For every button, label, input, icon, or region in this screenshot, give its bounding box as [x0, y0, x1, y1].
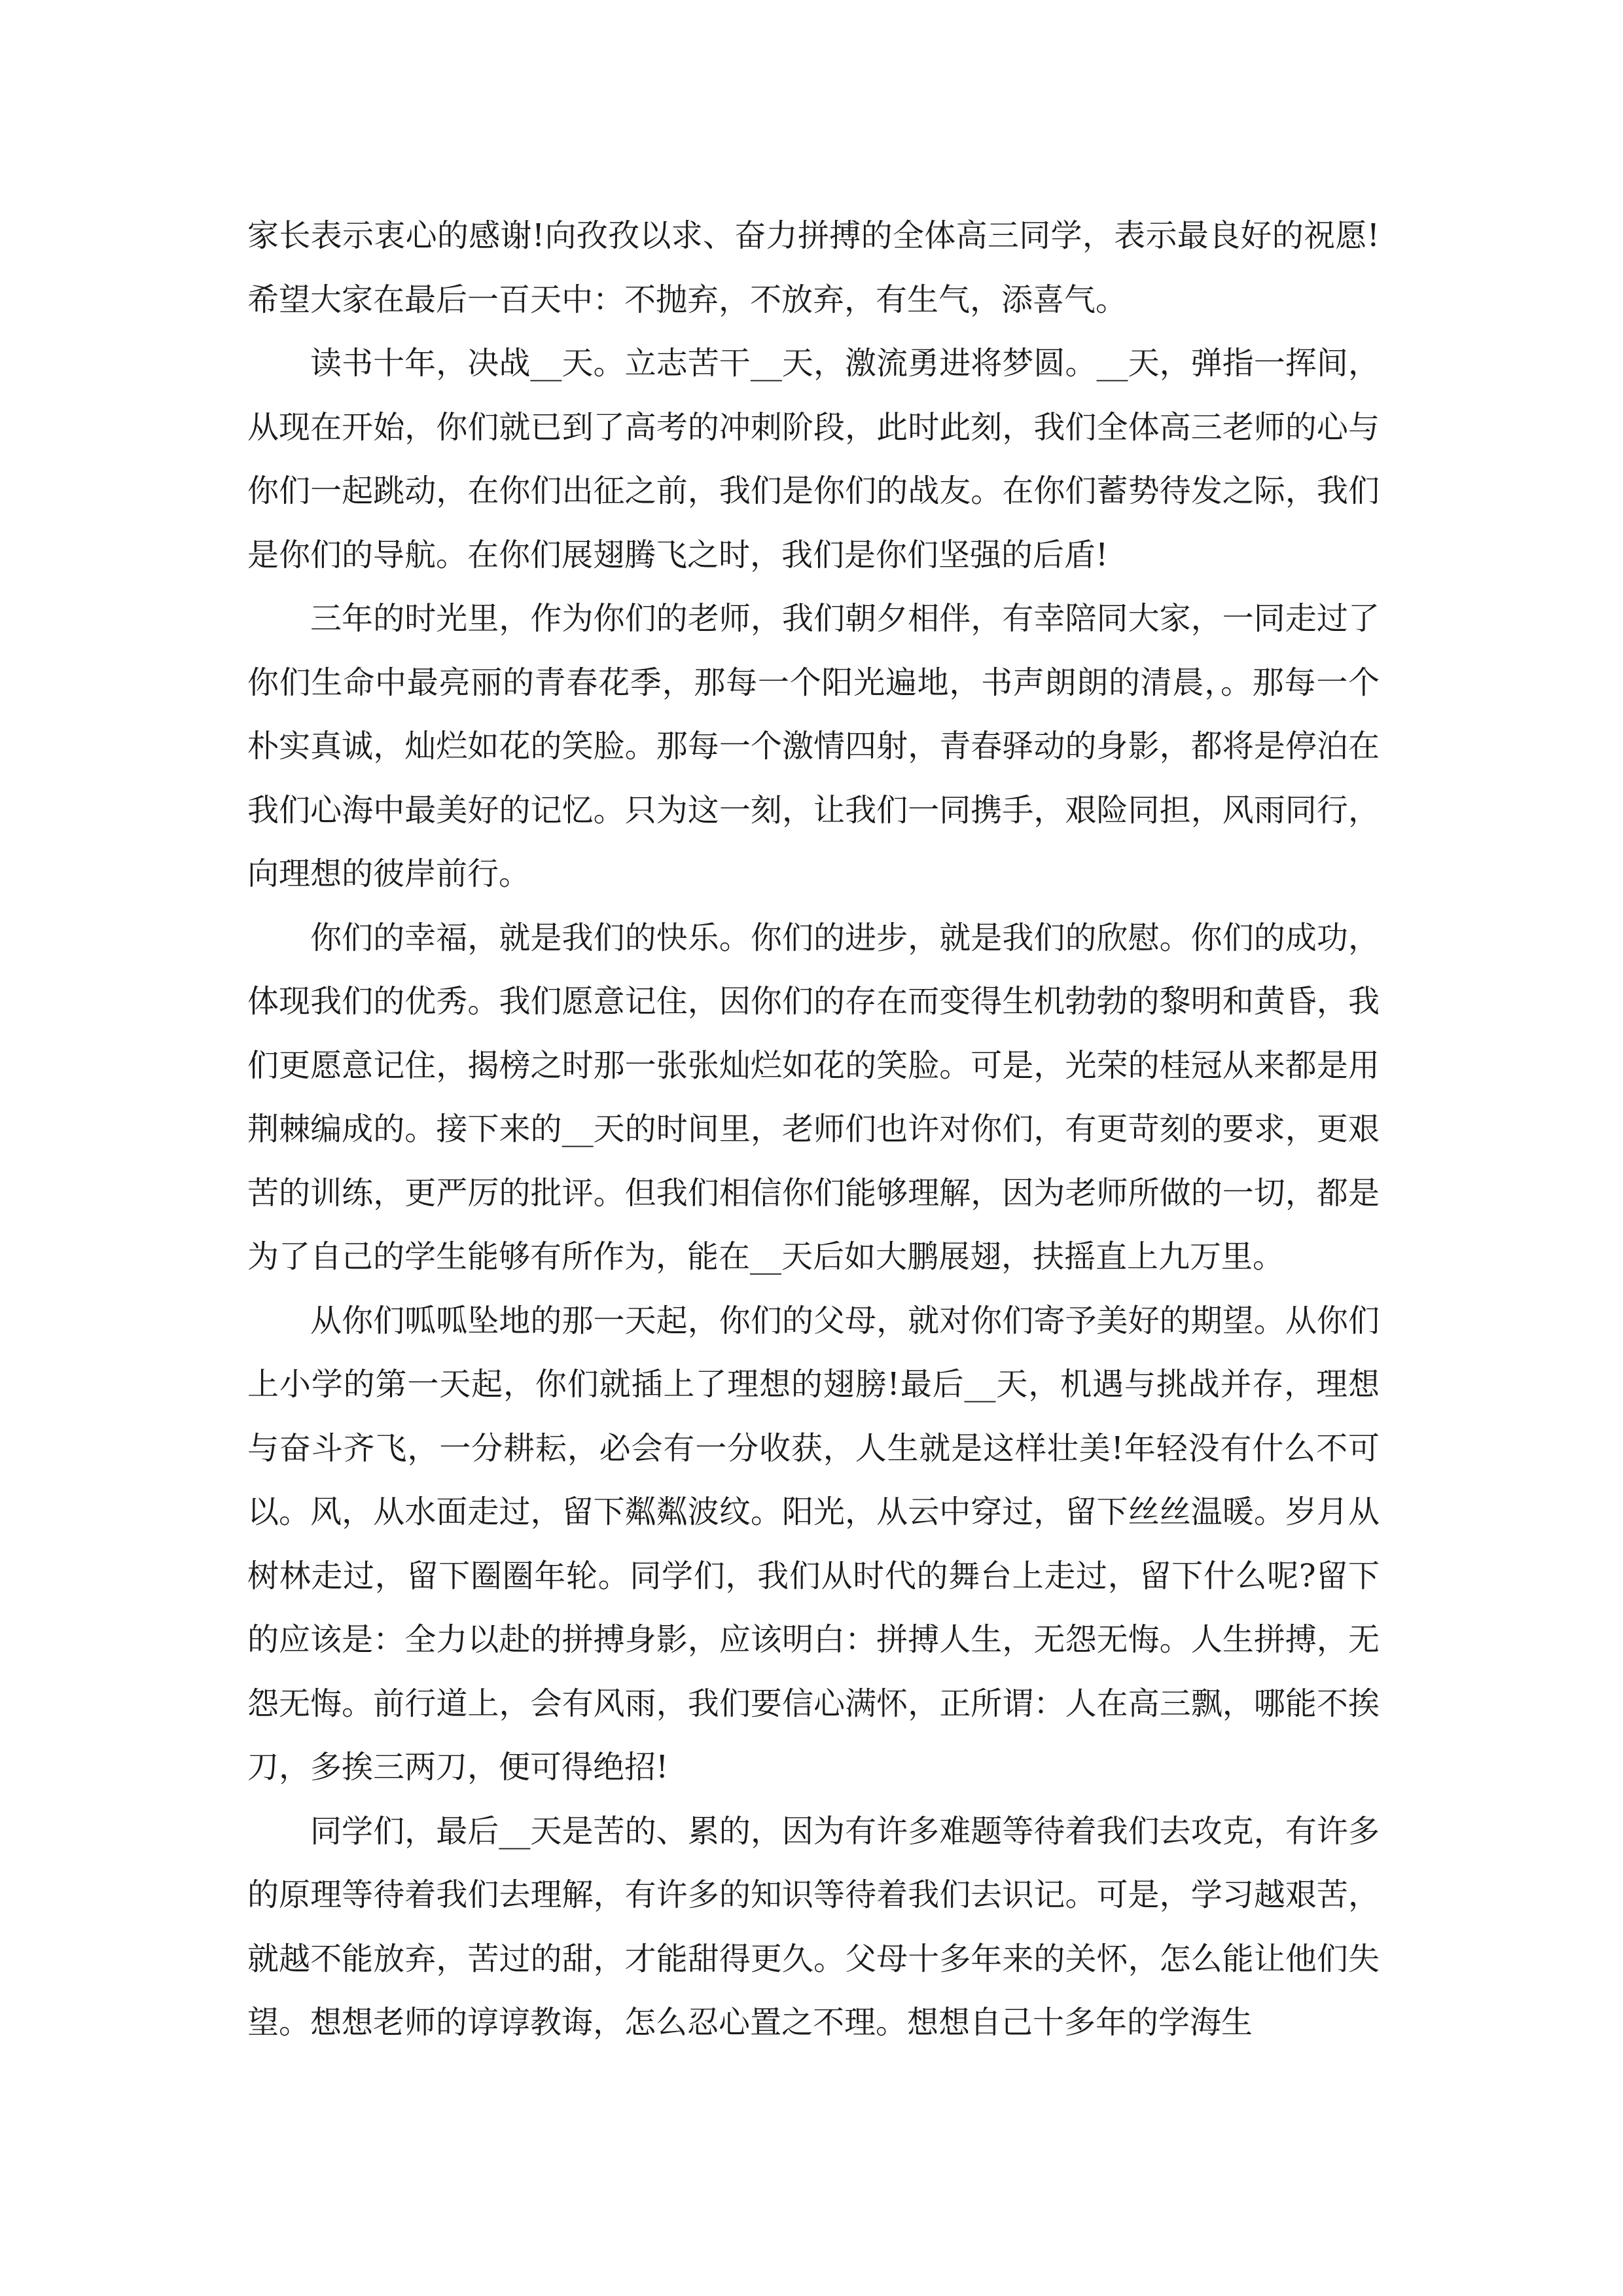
paragraph-3: 你们的幸福，就是我们的快乐。你们的进步，就是我们的欣慰。你们的成功，体现我们的优秀。我们愿意记住，因你们的存在而变得生机勃勃的黎明和黄昏，我们更愿意记住，揭榜之时那一张张灿烂如花的笑脸。可是，光荣的桂冠从来都是用荆棘编成的。接下来的__天的时间里，老师们也许对你们，有更苛刻的要求，更艰苦的训练，更严厉的批评。但我们相信你们能够理解，因为老师所做的一切，都是为了自己的学生能够有所作为，能在__天后如大鹏展翅，扶摇直上九万里。: [247, 919, 1380, 1275]
paragraph-5: 同学们，最后__天是苦的、累的，因为有许多难题等待着我们去攻克，有许多的原理等待着我们去理解，有许多的知识等待着我们去识记。可是，学习越艰苦，就越不能放弃，苦过的甜，才能甜得更久。父母十多年来的关怀，怎么能让他们失望。想想老师的谆谆教诲，怎么忍心置之不理。想想自己十多年的学海生: [247, 1812, 1380, 2041]
paragraph-0: 家长表示衷心的感谢!向孜孜以求、奋力拼搏的全体高三同学，表示最良好的祝愿!希望大家在最后一百天中：不抛弃，不放弃，有生气，添喜气。: [247, 217, 1380, 318]
paragraph-2: 三年的时光里，作为你们的老师，我们朝夕相伴，有幸陪同大家，一同走过了你们生命中最亮丽的青春花季，那每一个阳光遍地，书声朗朗的清晨，。那每一个朴实真诚，灿烂如花的笑脸。那每一个激情四射，青春驿动的身影，都将是停泊在我们心海中最美好的记忆。只为这一刻，让我们一同携手，艰险同担，风雨同行，向理想的彼岸前行。: [247, 600, 1380, 892]
paragraph-1: 读书十年，决战__天。立志苦干__天，激流勇进将梦圆。__天，弹指一挥间，从现在开始，你们就已到了高考的冲刺阶段，此时此刻，我们全体高三老师的心与你们一起跳动，在你们出征之前，我们是你们的战友。在你们蓄势待发之际，我们是你们的导航。在你们展翅腾飞之时，我们是你们坚强的后盾!: [247, 345, 1380, 573]
paragraph-4: 从你们呱呱坠地的那一天起，你们的父母，就对你们寄予美好的期望。从你们上小学的第一天起，你们就插上了理想的翅膀!最后__天，机遇与挑战并存，理想与奋斗齐飞，一分耕耘，必会有一分收获，人生就是这样壮美!年轻没有什么不可以。风，从水面走过，留下粼粼波纹。阳光，从云中穿过，留下丝丝温暖。岁月从树林走过，留下圈圈年轮。同学们，我们从时代的舞台上走过，留下什么呢?留下的应该是：全力以赴的拼搏身影，应该明白：拼搏人生，无怨无悔。人生拼搏，无怨无悔。前行道上，会有风雨，我们要信心满怀，正所谓：人在高三飘，哪能不挨刀，多挨三两刀，便可得绝招!: [247, 1302, 1380, 1785]
body-text: [247, 204, 1380, 2055]
